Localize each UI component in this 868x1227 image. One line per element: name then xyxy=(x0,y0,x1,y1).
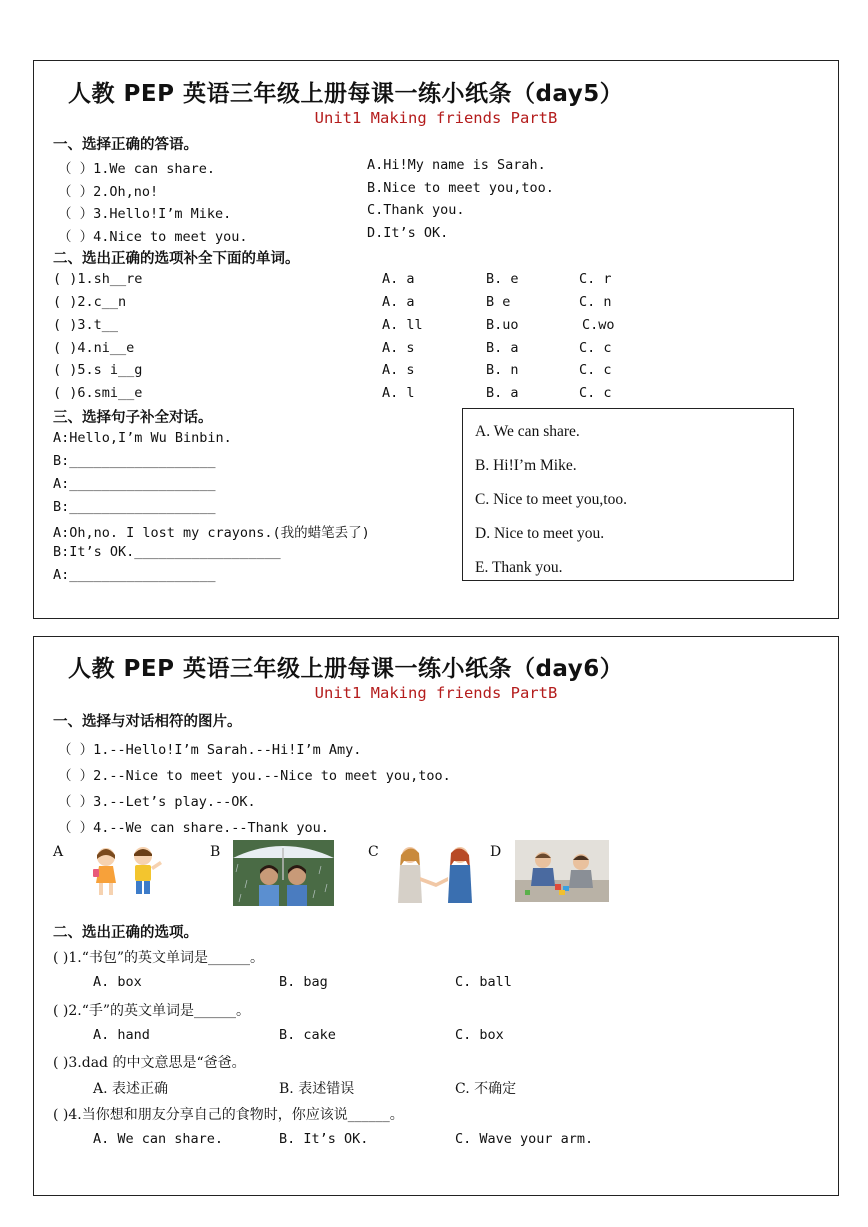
choice-a: A. We can share. xyxy=(93,1131,224,1147)
picture-label-c: C xyxy=(368,844,379,860)
dialogue-option: D. Nice to meet you. xyxy=(475,525,605,542)
worksheet-day5 xyxy=(33,60,839,619)
choice-b: B. 表述错误 xyxy=(279,1081,355,1097)
answer-option: B.Nice to meet you,too. xyxy=(367,180,554,196)
section-heading: 二、选出正确的选项补全下面的单词。 xyxy=(53,251,300,267)
dialogue-option: C. Nice to meet you,too. xyxy=(475,491,627,508)
choice-b: B. cake xyxy=(279,1027,336,1043)
choice-c: C.wo xyxy=(582,317,615,333)
fill-word-question: ( )5.s i__g xyxy=(53,362,143,378)
dialogue-line: A:Hello,I’m Wu Binbin. xyxy=(53,430,232,446)
fill-word-question: ( )2.c__n xyxy=(53,294,127,310)
worksheet-day6 xyxy=(33,636,839,1196)
section-heading: 一、选择正确的答语。 xyxy=(53,137,198,153)
fill-word-question: ( )1.sh__re xyxy=(53,271,143,287)
question: （ ）4.--We can share.--Thank you. xyxy=(58,820,329,836)
answer-option: D.It’s OK. xyxy=(367,225,449,241)
section-heading: 一、选择与对话相符的图片。 xyxy=(53,714,242,730)
picture-b-girls-umbrella xyxy=(233,840,334,906)
fill-word-question: ( )4.ni__e xyxy=(53,340,135,356)
unit-subtitle: Unit1 Making friends PartB xyxy=(314,684,558,702)
page-title: 人教 PEP 英语三年级上册每课一练小纸条（day5） xyxy=(68,81,624,107)
question: （ ）1.--Hello!I’m Sarah.--Hi!I’m Amy. xyxy=(58,742,362,758)
choice-b: B.uo xyxy=(486,317,519,333)
choice-c: C. ball xyxy=(455,974,512,990)
choice-b: B. It’s OK. xyxy=(279,1131,369,1147)
choice-c: C. Wave your arm. xyxy=(455,1131,594,1147)
dialogue-option: E. Thank you. xyxy=(475,559,563,576)
picture-d-kids-playing xyxy=(515,840,609,902)
answer-option: C.Thank you. xyxy=(367,202,465,218)
dialogue-line: A:__________________ xyxy=(53,476,216,492)
question: （ ）3.Hello!I’m Mike. xyxy=(58,206,232,222)
question: （ ）2.Oh,no! xyxy=(58,184,159,200)
choice-b: B. bag xyxy=(279,974,328,990)
choice-c: C. n xyxy=(579,294,612,310)
section-heading: 二、选出正确的选项。 xyxy=(53,925,198,941)
page-title: 人教 PEP 英语三年级上册每课一练小纸条（day6） xyxy=(68,656,624,682)
dialogue-line: A:__________________ xyxy=(53,567,216,583)
options-box xyxy=(462,408,794,581)
choice-a: A. a xyxy=(382,271,415,287)
picture-c-handshake xyxy=(388,843,480,903)
dialogue-line: B:It’s OK.__________________ xyxy=(53,544,281,560)
choice-a: A. s xyxy=(382,340,415,356)
question: （ ）1.We can share. xyxy=(58,161,216,177)
choice-b: B. a xyxy=(486,340,519,356)
picture-a-cartoon-kids xyxy=(88,843,168,899)
dialogue-line: A:Oh,no. I lost my crayons.(我的蜡笔丢了) xyxy=(53,525,370,541)
choice-c: C. c xyxy=(579,340,612,356)
dialogue-line: B:__________________ xyxy=(53,453,216,469)
choice-a: A. 表述正确 xyxy=(93,1081,169,1097)
question: （ ）3.--Let’s play.--OK. xyxy=(58,794,256,810)
choice-a: A. box xyxy=(93,974,142,990)
answer-option: A.Hi!My name is Sarah. xyxy=(367,157,546,173)
choice-c: C. box xyxy=(455,1027,504,1043)
section-heading: 三、选择句子补全对话。 xyxy=(53,410,213,426)
choice-b: B. a xyxy=(486,385,519,401)
picture-label-d: D xyxy=(490,844,502,860)
fill-word-question: ( )3.t__ xyxy=(53,317,119,333)
dialogue-option: A. We can share. xyxy=(475,423,580,440)
choice-a: A. hand xyxy=(93,1027,150,1043)
choice-a: A. s xyxy=(382,362,415,378)
choice-a: A. ll xyxy=(382,317,423,333)
question: （ ）4.Nice to meet you. xyxy=(58,229,248,245)
unit-subtitle: Unit1 Making friends PartB xyxy=(314,109,558,127)
picture-label-b: B xyxy=(210,844,221,860)
choice-b: B e xyxy=(486,294,511,310)
choice-b: B. e xyxy=(486,271,519,287)
question: （ ）2.--Nice to meet you.--Nice to meet you,too. xyxy=(58,768,451,784)
choice-a: A. a xyxy=(382,294,415,310)
choice-c: C. r xyxy=(579,271,612,287)
choice-question: ( )1.“书包”的英文单词是______。 xyxy=(53,950,265,966)
picture-label-a: A xyxy=(53,844,64,860)
choice-question: ( )4.当你想和朋友分享自己的食物时，你应该说______。 xyxy=(53,1107,404,1123)
choice-question: ( )2.“手”的英文单词是______。 xyxy=(53,1003,251,1019)
fill-word-question: ( )6.smi__e xyxy=(53,385,143,401)
choice-c: C. c xyxy=(579,385,612,401)
choice-c: C. 不确定 xyxy=(455,1081,517,1097)
choice-c: C. c xyxy=(579,362,612,378)
dialogue-option: B. Hi!I’m Mike. xyxy=(475,457,577,474)
choice-b: B. n xyxy=(486,362,519,378)
choice-a: A. l xyxy=(382,385,415,401)
choice-question: ( )3.dad 的中文意思是“爸爸。 xyxy=(53,1055,246,1071)
dialogue-line: B:__________________ xyxy=(53,499,216,515)
